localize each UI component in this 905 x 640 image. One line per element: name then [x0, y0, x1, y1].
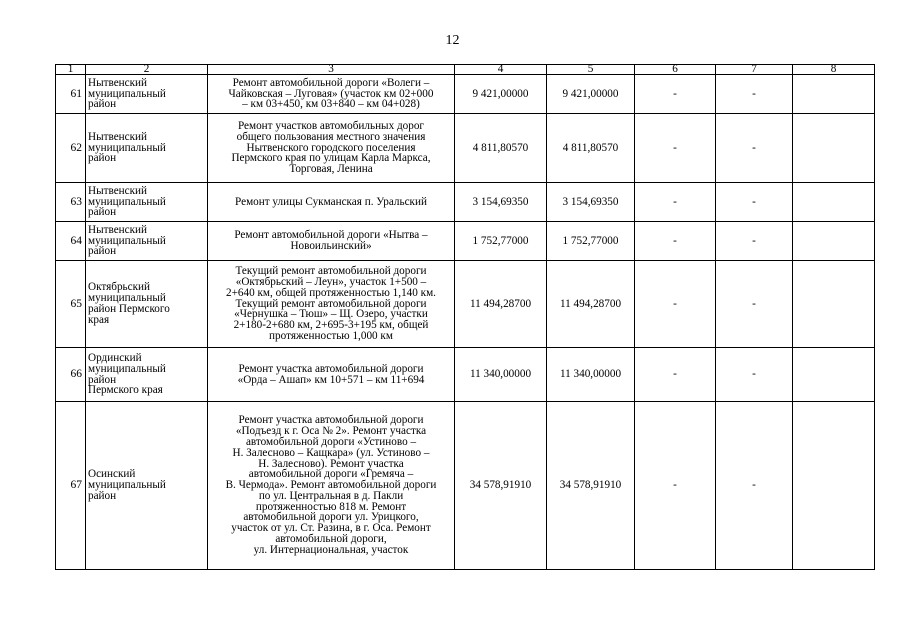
header-col-6: 6	[635, 65, 716, 75]
description-line: «Чернушка – Тюш» – Щ. Озеро, участки	[234, 308, 428, 321]
row-number: 62	[56, 114, 86, 183]
district-line: края	[88, 313, 110, 326]
description-line: «Орда – Ашап» км 10+571 – км 11+694	[237, 373, 425, 386]
district-cell	[86, 261, 208, 348]
district-line: Нытвенский	[88, 223, 148, 236]
row-number: 66	[56, 348, 86, 402]
header-col-2: 2	[86, 65, 208, 75]
district-cell	[86, 222, 208, 261]
district-line: Нытвенский	[88, 130, 148, 143]
header-row	[56, 65, 875, 75]
value-col6: -	[635, 114, 716, 183]
description-cell	[208, 348, 455, 402]
district-line: район Пермского	[88, 303, 170, 315]
description-line: ул. Интернациональная, участок	[253, 543, 409, 556]
value-col6: -	[635, 261, 716, 348]
amount-col4: 11 340,00000	[455, 348, 547, 402]
district-line: район	[88, 206, 117, 219]
description-line: Ремонт автомобильной дороги «Нытва –	[234, 229, 428, 242]
table-row	[56, 348, 875, 402]
description-cell	[208, 114, 455, 183]
value-col8	[793, 75, 875, 114]
description-line: «Подъезд к г. Оса № 2». Ремонт участка	[235, 425, 427, 438]
amount-col5: 34 578,91910	[547, 402, 635, 570]
description-line: В. Чермода». Ремонт автомобильной дороги	[225, 479, 437, 492]
description-line: участок от ул. Ст. Разина, в г. Оса. Ремонт	[231, 522, 431, 535]
value-col6: -	[635, 348, 716, 402]
district-line: Пермского края	[88, 384, 163, 397]
district-line: муниципальный	[88, 479, 166, 492]
description-line: Новоильинский»	[290, 240, 372, 252]
value-col7: -	[716, 75, 793, 114]
description-cell	[208, 402, 455, 570]
district-line: муниципальный	[88, 195, 166, 208]
header-col-4: 4	[455, 65, 547, 75]
table-body	[56, 75, 875, 570]
value-col8	[793, 222, 875, 261]
value-col6: -	[635, 183, 716, 222]
row-number: 63	[56, 183, 86, 222]
description-line: Ремонт автомобильной дороги «Волеги –	[232, 76, 430, 89]
description-line: Нытвенского городского поселения	[246, 141, 416, 154]
amount-col4: 9 421,00000	[455, 75, 547, 114]
description-line: общего пользования местного значения	[236, 130, 426, 143]
amount-col5: 9 421,00000	[547, 75, 635, 114]
value-col8	[793, 402, 875, 570]
value-col6: -	[635, 222, 716, 261]
description-line: протяженностью 1,000 км	[269, 329, 393, 342]
description-line: автомобильной дороги ул. Урицкого,	[243, 511, 419, 524]
header-col-1: 1	[56, 65, 86, 75]
amount-col5: 11 340,00000	[547, 348, 635, 402]
description-line: Пермского края по улицам Карла Маркса,	[231, 152, 431, 165]
district-line: муниципальный	[88, 362, 166, 375]
description-line: Текущий ремонт автомобильной дороги	[235, 265, 427, 278]
value-col8	[793, 183, 875, 222]
row-number: 67	[56, 402, 86, 570]
description-line: Чайковская – Луговая» (участок км 02+000	[228, 87, 434, 100]
table-row	[56, 75, 875, 114]
amount-col5: 1 752,77000	[547, 222, 635, 261]
district-cell	[86, 75, 208, 114]
district-line: Нытвенский	[88, 76, 148, 89]
table-row	[56, 261, 875, 348]
district-line: район	[88, 98, 117, 111]
description-line: Торговая, Ленина	[289, 163, 373, 176]
value-col7: -	[716, 183, 793, 222]
amount-col4: 3 154,69350	[455, 183, 547, 222]
header-col-3: 3	[208, 65, 455, 75]
description-line: протяженностью 818 м. Ремонт	[255, 500, 407, 513]
funding-table	[55, 64, 875, 570]
value-col8	[793, 114, 875, 183]
district-line: Октябрьский	[88, 281, 151, 294]
value-col6: -	[635, 402, 716, 570]
district-line: район	[88, 489, 117, 502]
description-line: Текущий ремонт автомобильной дороги	[235, 297, 427, 310]
value-col7: -	[716, 261, 793, 348]
description-line: – км 03+450, км 03+840 – км 04+028)	[242, 98, 420, 111]
description-line: по ул. Центральная в д. Пакли	[258, 489, 404, 502]
description-line: Ремонт участка автомобильной дороги	[238, 414, 424, 427]
value-col8	[793, 348, 875, 402]
district-line: Осинский	[88, 468, 136, 481]
table-row	[56, 222, 875, 261]
description-line: автомобильной дороги «Устиново –	[245, 435, 417, 448]
district-line: муниципальный	[88, 292, 166, 305]
district-line: Ординский	[88, 351, 142, 364]
district-cell	[86, 348, 208, 402]
header-col-8: 8	[793, 65, 875, 75]
district-cell	[86, 114, 208, 183]
table-row	[56, 114, 875, 183]
description-line: Ремонт участков автомобильных дорог	[237, 120, 425, 132]
value-col8	[793, 261, 875, 348]
amount-col4: 34 578,91910	[455, 402, 547, 570]
header-col-5: 5	[547, 65, 635, 75]
description-line: Н. Залесново). Ремонт участка	[258, 457, 404, 470]
district-line: муниципальный	[88, 87, 166, 100]
district-line: муниципальный	[88, 141, 166, 154]
district-line: муниципальный	[88, 234, 166, 247]
table-row	[56, 402, 875, 570]
district-line: район	[88, 152, 117, 165]
amount-col5: 4 811,80570	[547, 114, 635, 183]
description-line: «Октябрьский – Леун», участок 1+500 –	[235, 276, 427, 288]
description-line: автомобильной дороги,	[275, 533, 387, 546]
value-col7: -	[716, 222, 793, 261]
value-col7: -	[716, 402, 793, 570]
district-cell	[86, 402, 208, 570]
row-number: 61	[56, 75, 86, 114]
value-col7: -	[716, 348, 793, 402]
description-cell	[208, 261, 455, 348]
description-line: 2+640 км, общей протяженностью 1,140 км.	[226, 286, 436, 299]
description-cell	[208, 183, 455, 222]
value-col7: -	[716, 114, 793, 183]
description-cell	[208, 222, 455, 261]
row-number: 65	[56, 261, 86, 348]
amount-col4: 4 811,80570	[455, 114, 547, 183]
description-line: Н. Залесново – Кащкара» (ул. Устиново –	[232, 446, 430, 459]
description-line: автомобильной дороги «Гремяча –	[248, 468, 414, 481]
page-number: 12	[445, 33, 460, 48]
district-line: Нытвенский	[88, 184, 148, 197]
district-cell	[86, 183, 208, 222]
description-line: Ремонт улицы Сукманская п. Уральский	[235, 195, 427, 208]
description-line: Ремонт участка автомобильной дороги	[238, 362, 424, 375]
description-line: 2+180-2+680 км, 2+695-3+195 км, общей	[233, 319, 429, 332]
description-cell	[208, 75, 455, 114]
amount-col4: 1 752,77000	[455, 222, 547, 261]
value-col6: -	[635, 75, 716, 114]
amount-col5: 3 154,69350	[547, 183, 635, 222]
district-line: район	[88, 373, 117, 386]
table-row	[56, 183, 875, 222]
district-line: район	[88, 245, 117, 258]
header-col-7: 7	[716, 65, 793, 75]
amount-col4: 11 494,28700	[455, 261, 547, 348]
row-number: 64	[56, 222, 86, 261]
amount-col5: 11 494,28700	[547, 261, 635, 348]
